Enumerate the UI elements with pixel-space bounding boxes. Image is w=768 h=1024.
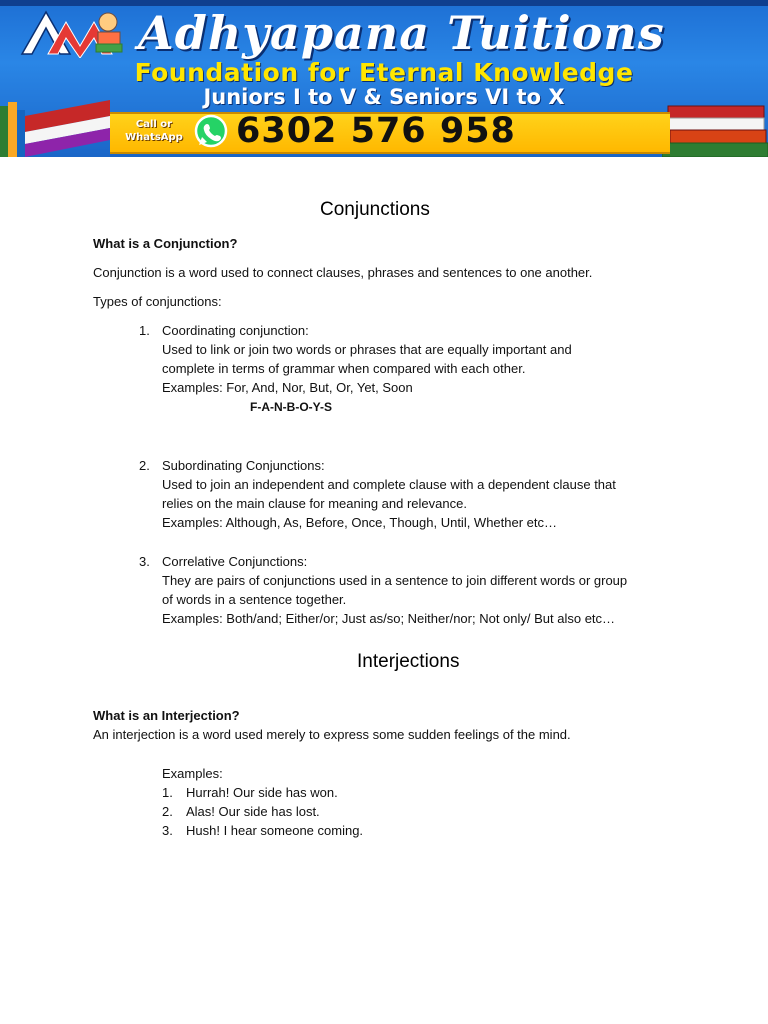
types-intro: Types of conjunctions:	[93, 294, 222, 309]
AM-logo-with-book-icon	[18, 8, 128, 58]
type-name: Coordinating conjunction:	[162, 323, 309, 338]
brand-name: Adhyapana Tuitions	[138, 6, 665, 60]
type-line: complete in terms of grammar when compared with each other.	[162, 361, 526, 376]
call-label-line1: Call or	[135, 119, 173, 130]
books-stack-right-icon	[662, 98, 768, 157]
call-or-whatsapp-label	[116, 114, 192, 148]
type-line: Examples: Both/and; Either/or; Just as/so; Neither/nor; Not only/ But also etc…	[162, 611, 616, 626]
example-item: Hush! I hear someone coming.	[186, 823, 364, 838]
interjection-definition: An interjection is a word used merely to express some sudden feelings of the mind.	[93, 727, 571, 742]
document-body	[0, 157, 768, 1024]
interjections-heading: Interjections	[357, 651, 460, 672]
type-line: of words in a sentence together.	[162, 592, 347, 607]
interjection-question: What is an Interjection?	[93, 708, 240, 723]
type-line: They are pairs of conjunctions used in a sentence to join different words or group	[162, 573, 628, 588]
list-number: 2.	[162, 804, 173, 819]
tagline: Foundation for Eternal Knowledge	[134, 58, 634, 87]
type-line: relies on the main clause for meaning and relevance.	[162, 496, 467, 511]
fanboys-mnemonic: F-A-N-B-O-Y-S	[250, 400, 332, 414]
classes-offered: Juniors I to V & Seniors VI to X	[203, 85, 565, 109]
list-number: 3.	[139, 554, 150, 569]
list-number: 2.	[139, 458, 150, 473]
list-number: 1.	[139, 323, 150, 338]
type-line: Used to link or join two words or phrases that are equally important and	[162, 342, 572, 357]
call-label-line2: WhatsApp	[125, 132, 183, 143]
whatsapp-icon	[194, 114, 228, 148]
example-item: Alas! Our side has lost.	[186, 804, 320, 819]
type-name: Subordinating Conjunctions:	[162, 458, 325, 473]
list-number: 3.	[162, 823, 173, 838]
type-line: Examples: For, And, Nor, But, Or, Yet, Soon	[162, 380, 413, 395]
example-item: Hurrah! Our side has won.	[186, 785, 338, 800]
conjunction-question: What is a Conjunction?	[93, 236, 238, 251]
books-stack-icon	[0, 96, 110, 157]
conjunction-definition: Conjunction is a word used to connect clauses, phrases and sentences to one another.	[93, 265, 593, 280]
header-banner	[0, 0, 768, 157]
type-line: Used to join an independent and complete clause with a dependent clause that	[162, 477, 616, 492]
phone-number[interactable]: 6302 576 958	[236, 111, 516, 151]
list-number: 1.	[162, 785, 173, 800]
type-line: Examples: Although, As, Before, Once, Though, Until, Whether etc…	[162, 515, 558, 530]
examples-label: Examples:	[162, 766, 223, 781]
type-name: Correlative Conjunctions:	[162, 554, 308, 569]
conjunctions-heading: Conjunctions	[320, 199, 430, 220]
